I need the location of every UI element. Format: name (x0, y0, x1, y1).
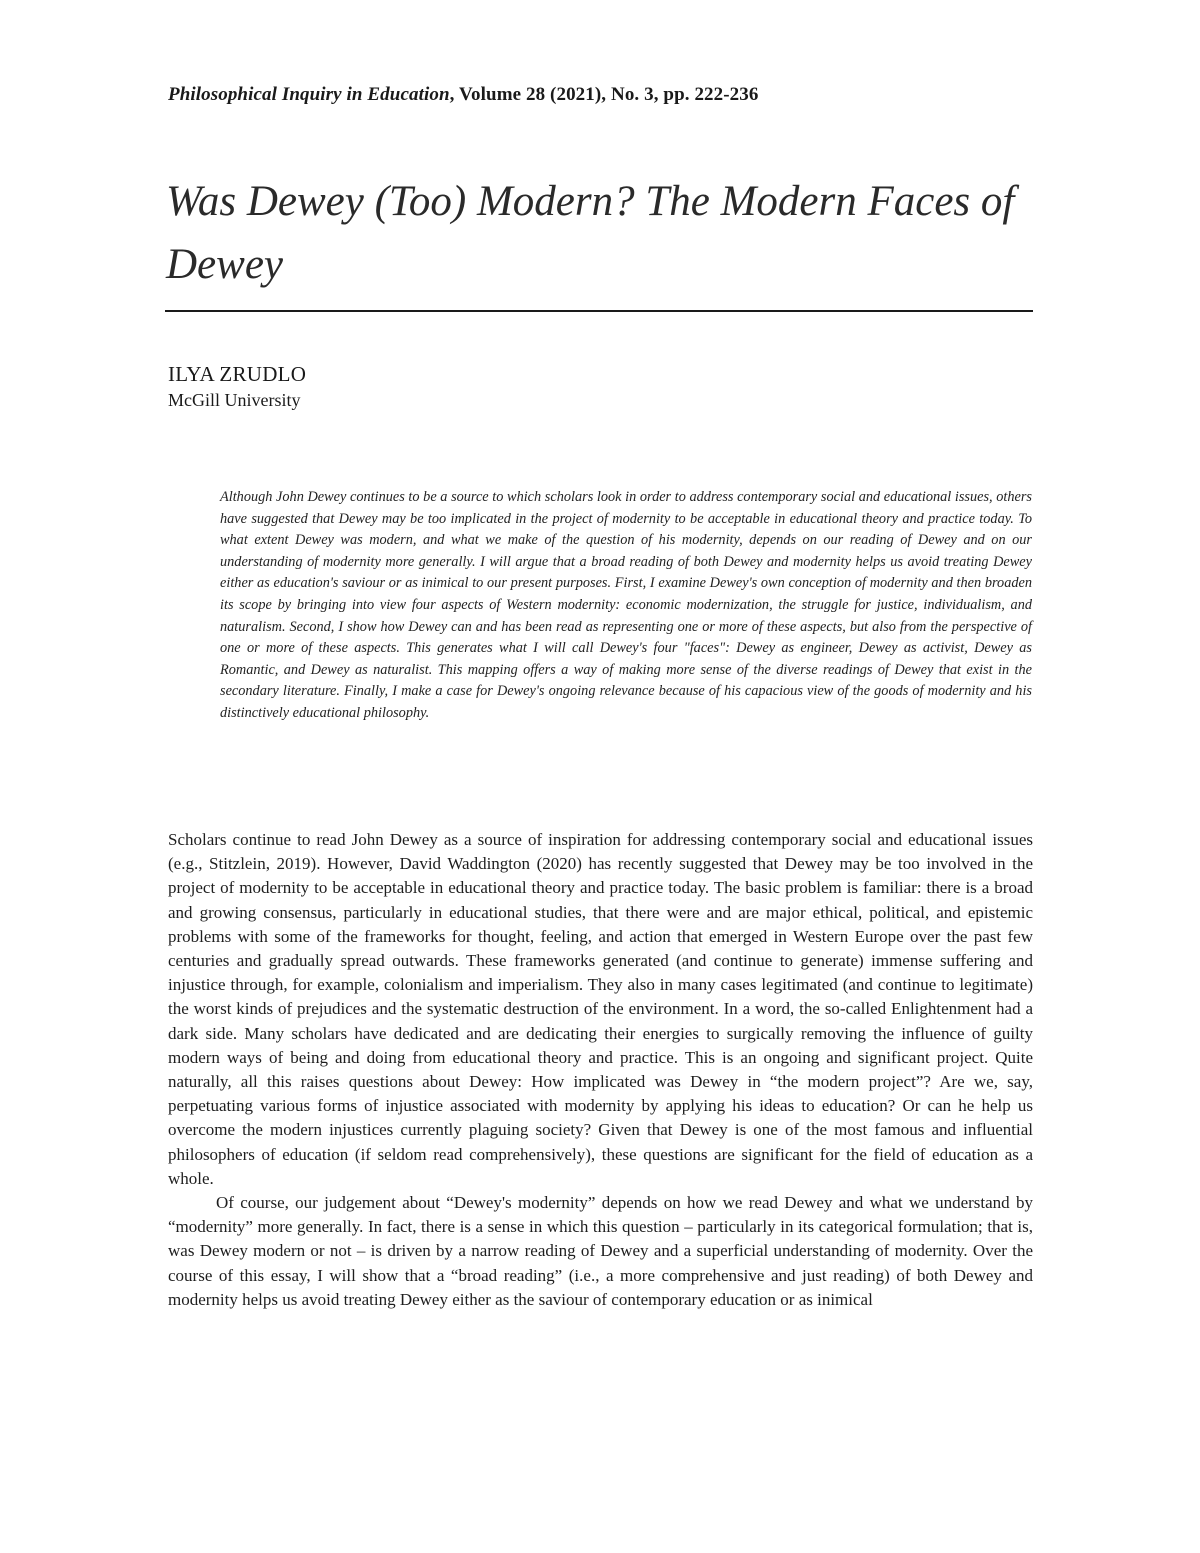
title-divider (165, 310, 1033, 312)
body-paragraph-1: Scholars continue to read John Dewey as a source of inspiration for addressing contemporary social and educational issues (e.g., Stitzlein, 2019). However, David Waddington (2020) has recently suggested that Dewey may be too involved in the project of modernity to be acceptable in educational theory and practice today. The basic problem is familiar: there is a broad and growing consensus, particularly in educational studies, that there were and are major ethical, political, and epistemic problems with some of the frameworks for thought, feeling, and action that emerged in Western Europe over the past few centuries and gradually spread outwards. These frameworks generated (and continue to generate) immense suffering and injustice through, for example, colonialism and imperialism. They also in many cases legitimated (and continue to legitimate) the worst kinds of prejudices and the systematic destruction of the environment. In a word, the so-called Enlightenment had a dark side. Many scholars have dedicated and are dedicating their energies to surgically removing the influence of guilty modern ways of being and doing from educational theory and practice. This is an ongoing and significant project. Quite naturally, all this raises questions about Dewey: How implicated was Dewey in “the modern project”? Are we, say, perpetuating various forms of injustice associated with modernity by applying his ideas to education? Or can he help us overcome the modern injustices currently plaguing society? Given that Dewey is one of the most famous and influential philosophers of education (if seldom read comprehensively), these questions are significant for the field of education as a whole. (168, 830, 1033, 1188)
author-affiliation: McGill University (168, 390, 301, 410)
body-paragraph-2: Of course, our judgement about “Dewey's modernity” depends on how we read Dewey and what we understand by “modernity” more generally. In fact, there is a sense in which this question – particularly in its categorical formulation; that is, was Dewey modern or not – is driven by a narrow reading of Dewey and a superficial understanding of modernity. Over the course of this essay, I will show that a “broad reading” (i.e., a more comprehensive and just reading) of both Dewey and modernity helps us avoid treating Dewey either as the saviour of contemporary education or as inimical (168, 1193, 1033, 1309)
body-text (168, 828, 1033, 1312)
journal-name: Philosophical Inquiry in Education (168, 84, 450, 105)
volume-issue-pages: , Volume 28 (2021), No. 3, pp. 222-236 (449, 84, 759, 105)
journal-citation (168, 84, 1038, 106)
author-name: ILYA ZRUDLO (168, 362, 307, 386)
abstract: Although John Dewey continues to be a source to which scholars look in order to address contemporary social and educational issues, others have suggested that Dewey may be too implicated in the project of modernity to be acceptable in educational theory and practice today. To what extent Dewey was modern, and what we make of the question of his modernity, depends on our reading of Dewey and on our understanding of modernity more generally. I will argue that a broad reading of both Dewey and modernity helps us avoid treating Dewey either as education's saviour or as inimical to our present purposes. First, I examine Dewey's own conception of modernity and then broaden its scope by bringing into view four aspects of Western modernity: economic modernization, the struggle for justice, individualism, and naturalism. Second, I show how Dewey can and has been read as representing one or more of these aspects, but also from the perspective of one or more of these aspects. This generates what I will call Dewey's four "faces": Dewey as engineer, Dewey as activist, Dewey as Romantic, and Dewey as naturalist. This mapping offers a way of making more sense of the diverse readings of Dewey that exist in the secondary literature. Finally, I make a case for Dewey's ongoing relevance because of his capacious view of the goods of modernity and his distinctively educational philosophy. (220, 489, 1032, 721)
article-title: Was Dewey (Too) Modern? The Modern Faces of Dewey (166, 178, 1015, 288)
